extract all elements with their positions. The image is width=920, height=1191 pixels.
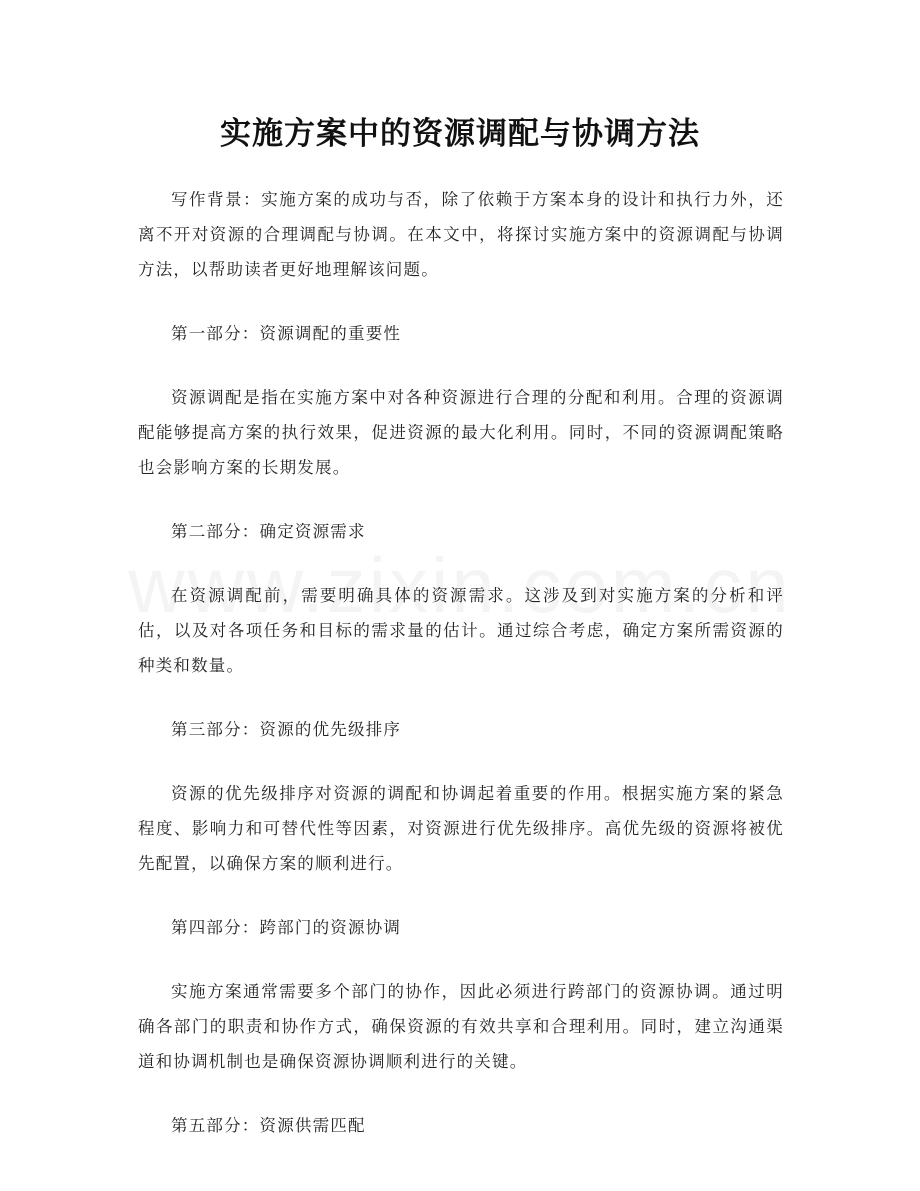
document-body bbox=[138, 182, 784, 1172]
document-title: 实施方案中的资源调配与协调方法 bbox=[220, 116, 700, 152]
paragraph-2: 在资源调配前，需要明确具体的资源需求。这涉及到对实施方案的分析和评估，以及对各项任务和目标的需求量的估计。通过综合考虑，确定方案所需资源的种类和数量。 bbox=[138, 586, 784, 675]
section-heading-5: 第五部分：资源供需匹配 bbox=[171, 1116, 366, 1135]
paragraph-3: 资源的优先级排序对资源的调配和协调起着重要的作用。根据实施方案的紧急程度、影响力和可替代性等因素，对资源进行优先级排序。高优先级的资源将被优先配置，以确保方案的顺利进行。 bbox=[138, 784, 784, 873]
paragraph-4: 实施方案通常需要多个部门的协作，因此必须进行跨部门的资源协调。通过明确各部门的职责和协作方式，确保资源的有效共享和合理利用。同时，建立沟通渠道和协调机制也是确保资源协调顺利进行的关键。 bbox=[138, 982, 784, 1071]
section-heading-1: 第一部分：资源调配的重要性 bbox=[171, 324, 402, 343]
paragraph-1: 资源调配是指在实施方案中对各种资源进行合理的分配和利用。合理的资源调配能够提高方案的执行效果，促进资源的最大化利用。同时，不同的资源调配策略也会影响方案的长期发展。 bbox=[138, 388, 784, 477]
section-heading-4: 第四部分：跨部门的资源协调 bbox=[171, 918, 402, 937]
section-heading-2: 第二部分：确定资源需求 bbox=[171, 522, 366, 541]
section-heading-3: 第三部分：资源的优先级排序 bbox=[171, 720, 402, 739]
paragraph-background: 写作背景：实施方案的成功与否，除了依赖于方案本身的设计和执行力外，还离不开对资源的合理调配与协调。在本文中，将探讨实施方案中的资源调配与协调方法，以帮助读者更好地理解该问题。 bbox=[138, 190, 784, 279]
